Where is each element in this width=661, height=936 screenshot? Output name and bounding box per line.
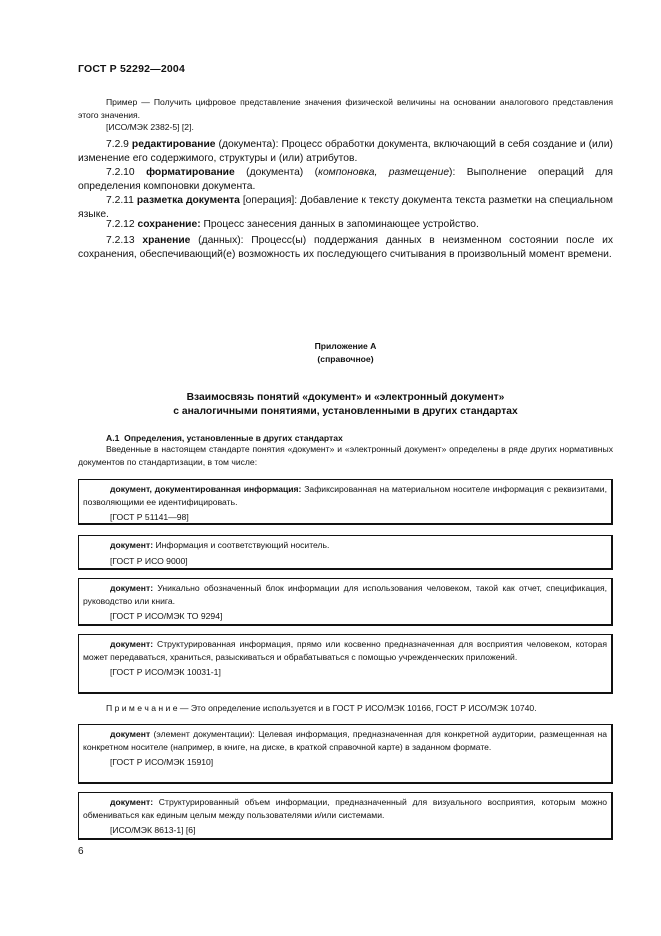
section-title: Определения, установленные в других стандартах [124, 433, 343, 443]
definition-box [78, 535, 613, 570]
definition-box [78, 792, 613, 840]
definition-box [78, 479, 613, 525]
def-number: 7.2.13 [106, 235, 135, 246]
appendix-type: (справочное) [317, 354, 374, 364]
def-number: 7.2.9 [106, 139, 129, 150]
box-term: документ, документированная информация: [110, 484, 302, 494]
box-definition: Уникально обозначенный блок информации для использования человеком, такой как отчет, спецификация, руководство или книга. [83, 583, 607, 606]
appendix-heading-line-2: с аналогичными понятиями, установленными в других стандартах [173, 406, 518, 417]
definition-box [78, 634, 613, 694]
def-text: (документа): Процесс обработки документа, включающий в себя создание и (или) изменение его содержимого, структуры и (или) атрибутов. [78, 139, 613, 165]
def-text: ): Выполнение операций для определения компоновки документа. [78, 167, 613, 193]
section-number: А.1 [106, 433, 120, 443]
def-synonyms: компоновка, размещение [318, 167, 450, 178]
def-text: Процесс занесения данных в запоминающее устройство. [200, 219, 479, 230]
definition-box [78, 578, 613, 626]
definition-7-2-9 [78, 138, 613, 167]
box-definition: Информация и соответствующий носитель. [153, 540, 330, 550]
appendix-heading-line-1: Взаимосвязь понятий «документ» и «электронный документ» [186, 392, 505, 403]
example-text: Пример — Получить цифровое представление значения физической величины на основании аналогового представления этого значения. [78, 97, 613, 120]
box-term: документ [110, 729, 151, 739]
box-term: документ: [110, 583, 154, 593]
definition-7-2-13 [78, 234, 613, 263]
box-text [83, 539, 607, 552]
def-text: (данных): Процесс(ы) поддержания данных в неизменном состоянии после их сохранения, обеспечивающий(е) возможность их последующего считывания в произвольный момент времени. [78, 235, 613, 261]
note [78, 702, 613, 715]
definition-7-2-12 [78, 218, 613, 232]
box-definition: Зафиксированная на материальном носителе информация с реквизитами, позволяющими ее идентифицировать. [83, 484, 607, 507]
example-ref: [ИСО/МЭК 2382-5] [2]. [106, 122, 194, 132]
box-reference: [ГОСТ Р 51141—98] [110, 512, 189, 522]
box-reference: [ГОСТ Р ИСО 9000] [110, 555, 188, 566]
section-intro: Введенные в настоящем стандарте понятия «документ» и «электронный документ» определены в ряде других нормативных документов по стандартизации, в том числе: [78, 444, 613, 467]
box-reference: [ИСО/МЭК 8613-1] [6] [110, 825, 196, 835]
def-term: форматирование [146, 167, 235, 178]
def-term: хранение [142, 235, 191, 246]
box-definition: Структурированная информация, прямо или косвенно предназначенная для восприятия человеком, которая может передаваться, храниться, разыскиваться и обрабатываться с помощью учрежденческих приложений. [83, 639, 607, 662]
box-reference: [ГОСТ Р ИСО/МЭК ТО 9294] [110, 611, 223, 621]
note-text: — Это определение используется и в ГОСТ Р ИСО/МЭК 10166, ГОСТ Р ИСО/МЭК 10740. [177, 703, 537, 713]
box-text [83, 796, 607, 821]
box-reference: [ГОСТ Р ИСО/МЭК 10031-1] [110, 667, 221, 677]
def-term: редактирование [131, 139, 216, 150]
box-definition: Структурированный объем информации, предназначенный для визуального восприятия, которым можно обмениваться как единым целым между пользователями и/или системами. [83, 797, 607, 820]
box-text [83, 483, 607, 508]
note-label: П р и м е ч а н и е [106, 703, 178, 713]
box-reference: [ГОСТ Р ИСО/МЭК 15910] [110, 757, 214, 767]
def-number: 7.2.11 [106, 195, 134, 206]
appendix-title: Приложение А [314, 341, 377, 351]
def-term: разметка документа [136, 195, 240, 206]
box-term: документ: [110, 797, 154, 807]
def-term: сохранение: [137, 219, 201, 230]
definition-box [78, 724, 613, 784]
page-number: 6 [78, 846, 84, 857]
box-definition: (элемент документации): Целевая информация, предназначенная для конкретной аудитории, размещенная на конкретном носителе (например, в книге, на диске, в краткой справочной карте) в заданном формате. [83, 729, 607, 752]
def-number: 7.2.12 [106, 219, 135, 230]
def-number: 7.2.10 [106, 167, 135, 178]
box-term: документ: [110, 540, 154, 550]
def-text: (документа) ( [234, 167, 319, 178]
box-text [83, 728, 607, 753]
box-text [83, 582, 607, 607]
box-text [83, 638, 607, 663]
standard-header: ГОСТ Р 52292—2004 [78, 63, 186, 75]
definition-7-2-10 [78, 166, 613, 195]
box-term: документ: [110, 639, 154, 649]
def-text: [операция]: Добавление к тексту документа текста разметки на специальном языке. [78, 195, 613, 221]
